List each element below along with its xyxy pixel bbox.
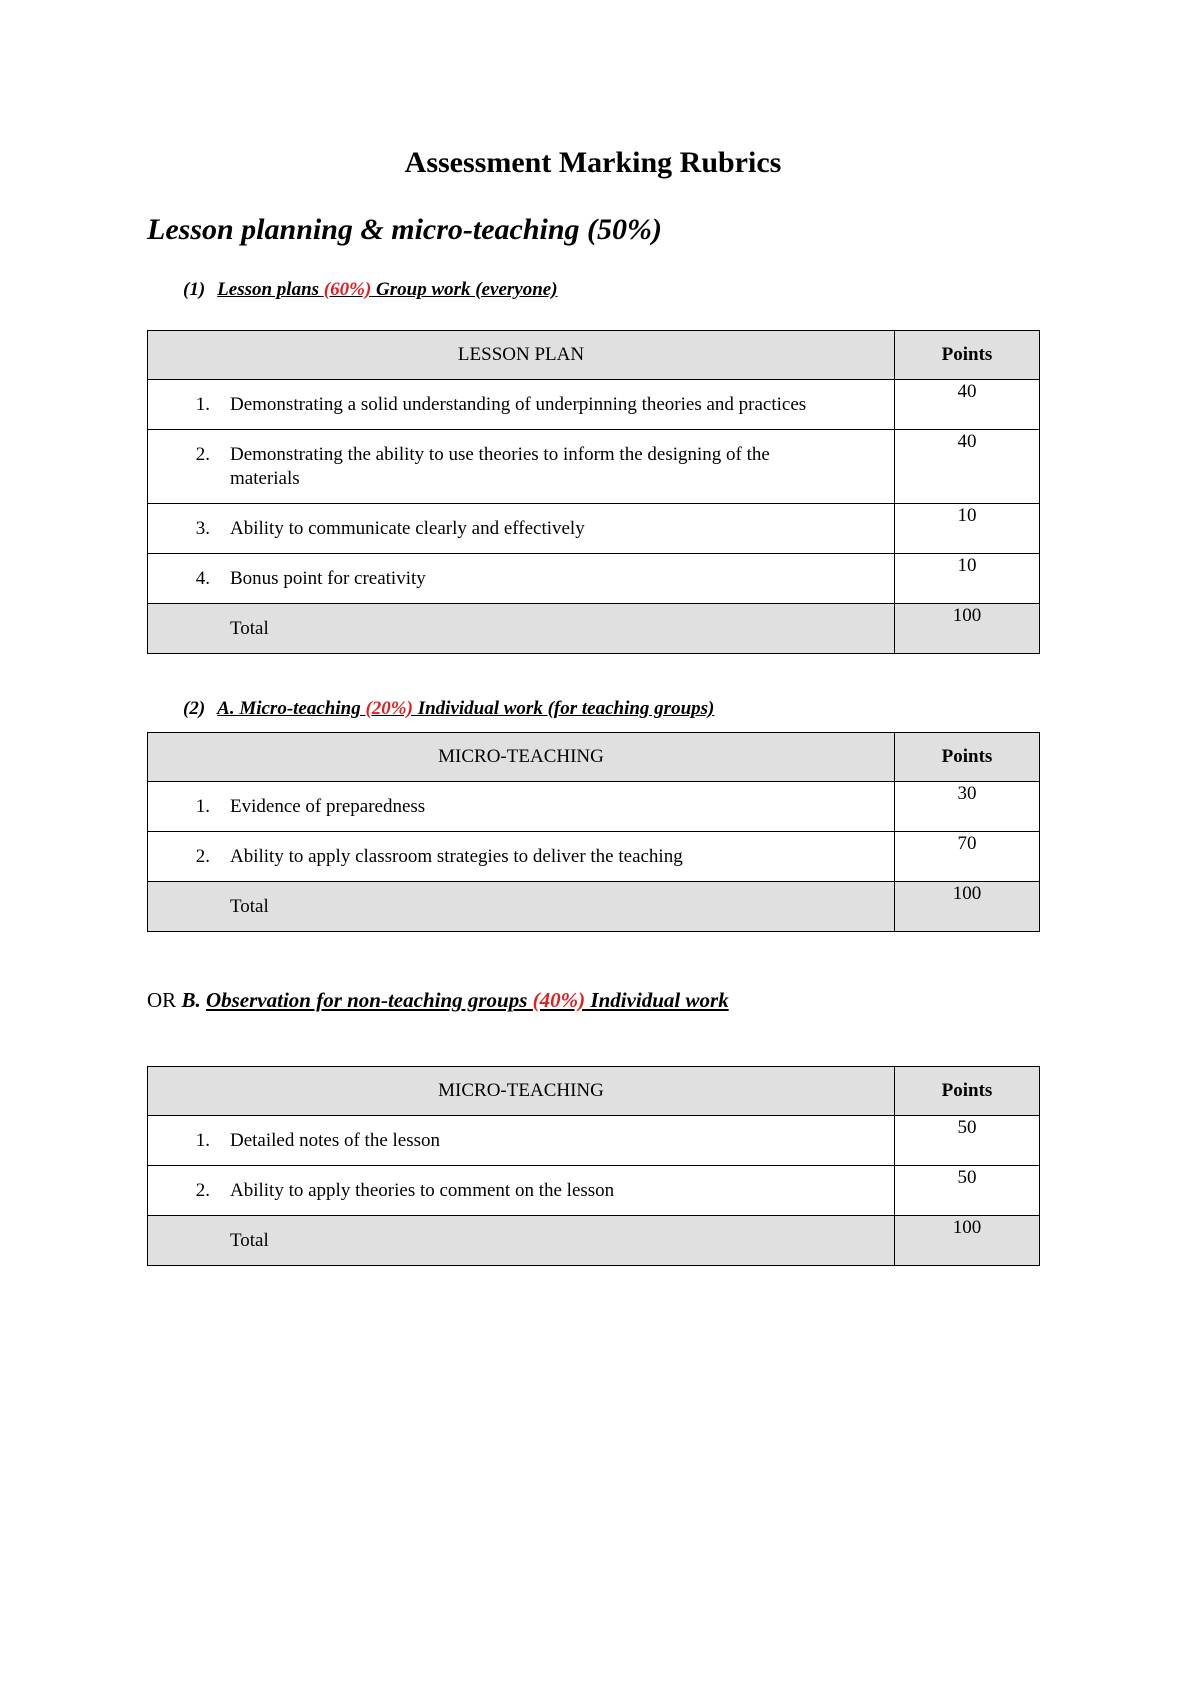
subheading-percent: (20%) (365, 698, 413, 719)
subheading-number: (1) (183, 279, 206, 300)
table-header-row (148, 331, 1040, 380)
total-label: Total (230, 896, 269, 917)
row-points: 40 (895, 430, 1040, 504)
document-title: Assessment Marking Rubrics (404, 146, 782, 179)
subheading-lesson-plans (183, 278, 558, 302)
micro-teaching-table (147, 732, 1040, 932)
row-number: 1. (195, 394, 210, 415)
row-points: 50 (895, 1116, 1040, 1166)
total-label: Total (230, 618, 269, 639)
table-row (148, 430, 1040, 504)
row-criterion: Ability to apply classroom strategies to deliver the teaching (230, 846, 683, 867)
table-row (148, 1166, 1040, 1216)
table-header-points: Points (895, 733, 1040, 782)
subheading-observation (147, 987, 729, 1013)
or-letter: B. (181, 988, 206, 1012)
table-header-main: LESSON PLAN (148, 331, 895, 380)
subheading-part2: Individual work (585, 988, 729, 1012)
subheading-micro-teaching (183, 697, 714, 721)
table-header-row (148, 733, 1040, 782)
or-prefix: OR (147, 988, 182, 1012)
row-points: 70 (895, 832, 1040, 882)
section-heading: Lesson planning & micro-teaching (50%) (147, 213, 663, 246)
subheading-part1: Observation for non-teaching groups (205, 988, 533, 1012)
table-row (148, 1116, 1040, 1166)
row-number: 4. (195, 568, 210, 589)
total-row (148, 882, 1040, 932)
table-header-points: Points (895, 1067, 1040, 1116)
row-number: 2. (195, 444, 210, 465)
table-header-row (148, 1067, 1040, 1116)
row-criterion: Evidence of preparedness (230, 796, 426, 817)
subheading-part2: Individual work (for teaching groups) (412, 698, 715, 719)
row-number: 3. (195, 518, 210, 539)
table-row (148, 554, 1040, 604)
row-criterion: Ability to apply theories to comment on the lesson (230, 1180, 615, 1201)
row-points: 10 (895, 554, 1040, 604)
total-points: 100 (895, 604, 1040, 654)
subheading-text (217, 698, 714, 719)
total-row (148, 1216, 1040, 1266)
subheading-percent: (60%) (323, 279, 372, 300)
subheading-number: (2) (183, 698, 206, 719)
row-number: 2. (195, 1180, 210, 1201)
lesson-plan-table (147, 330, 1040, 654)
total-label: Total (230, 1230, 269, 1251)
table-row (148, 832, 1040, 882)
row-points: 30 (895, 782, 1040, 832)
row-number: 1. (195, 796, 210, 817)
subheading-text (217, 279, 557, 300)
row-criterion: Demonstrating a solid understanding of underpinning theories and practices (230, 394, 807, 415)
row-number: 1. (195, 1130, 210, 1151)
total-points: 100 (895, 882, 1040, 932)
row-points: 50 (895, 1166, 1040, 1216)
subheading-percent: (40%) (532, 988, 586, 1012)
table-row (148, 782, 1040, 832)
total-row (148, 604, 1040, 654)
subheading-part2: Group work (everyone) (371, 279, 558, 300)
table-row (148, 504, 1040, 554)
row-criterion: Bonus point for creativity (230, 568, 426, 589)
subheading-part1: A. Micro-teaching (217, 698, 366, 719)
row-points: 10 (895, 504, 1040, 554)
table-header-main: MICRO-TEACHING (148, 733, 895, 782)
subheading-part1: Lesson plans (217, 279, 324, 300)
table-header-points: Points (895, 331, 1040, 380)
row-points: 40 (895, 380, 1040, 430)
table-header-main: MICRO-TEACHING (148, 1067, 895, 1116)
total-points: 100 (895, 1216, 1040, 1266)
observation-table (147, 1066, 1040, 1266)
row-criterion: Detailed notes of the lesson (230, 1130, 441, 1151)
row-number: 2. (195, 846, 210, 867)
row-criterion: Demonstrating the ability to use theories to inform the designing of the materials (230, 444, 770, 489)
row-criterion: Ability to communicate clearly and effectively (230, 518, 585, 539)
table-row (148, 380, 1040, 430)
